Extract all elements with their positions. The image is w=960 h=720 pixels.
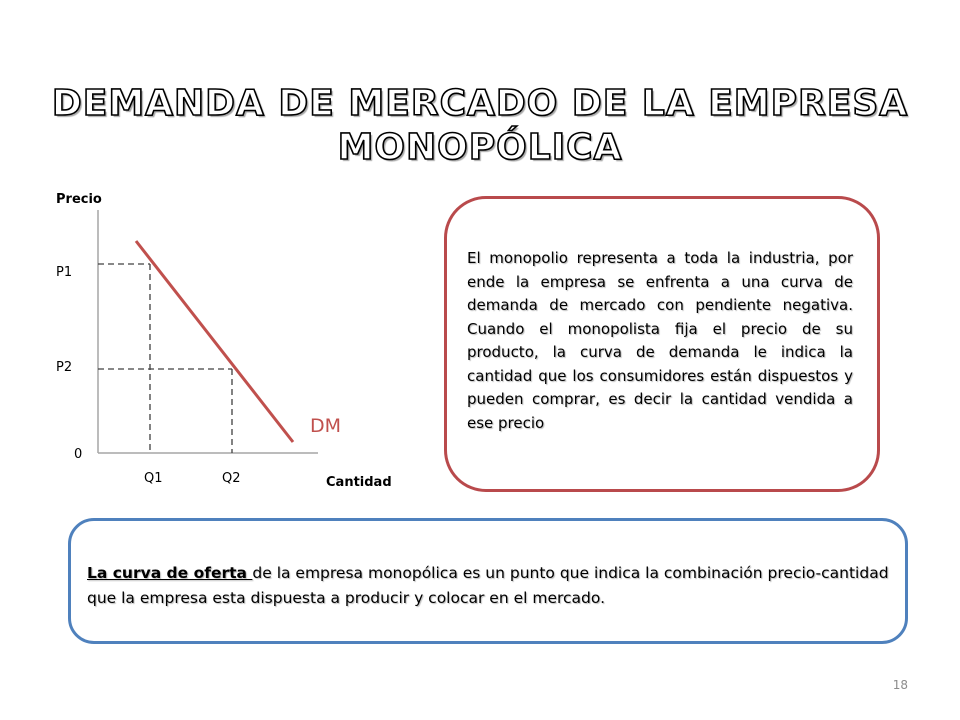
demand-diagram [0, 180, 420, 500]
page-number: 18 [892, 678, 908, 692]
slide-title [0, 82, 960, 170]
slide-title-line-1: DEMANDA DE MERCADO DE LA EMPRESA [51, 83, 909, 124]
x-axis-label: Cantidad [326, 475, 392, 490]
supply-curve-description: de la empresa monopólica es un punto que indica la combinación precio-cantidad que la empresa esta dispuesta a producir y colocar en el mercado. [87, 564, 889, 607]
quantity-label-q2: Q2 [222, 471, 241, 486]
demand-curve-line [136, 241, 293, 442]
monopoly-explanation-text: El monopolio representa a toda la industria, por ende la empresa se enfrenta a una curva de demanda de mercado con pendiente negativa. Cuando el monopolista fija el precio de su producto, la curva de demanda le indica la cantidad que los consumidores están dispuestos y pueden comprar, es decir la cantidad vendida a ese precio [467, 249, 853, 432]
demand-curve-label: DM [310, 415, 342, 437]
supply-curve-term: La curva de oferta [87, 564, 253, 582]
supply-curve-box [68, 518, 908, 644]
price-label-p2: P2 [56, 360, 73, 375]
monopoly-explanation-box [444, 196, 880, 492]
quantity-label-q1: Q1 [144, 471, 163, 486]
price-label-p1: P1 [56, 265, 73, 280]
slide-title-line-2: MONOPÓLICA [337, 127, 623, 168]
supply-curve-text [87, 561, 893, 611]
y-axis-label: Precio [56, 192, 102, 207]
origin-label: 0 [74, 447, 83, 462]
